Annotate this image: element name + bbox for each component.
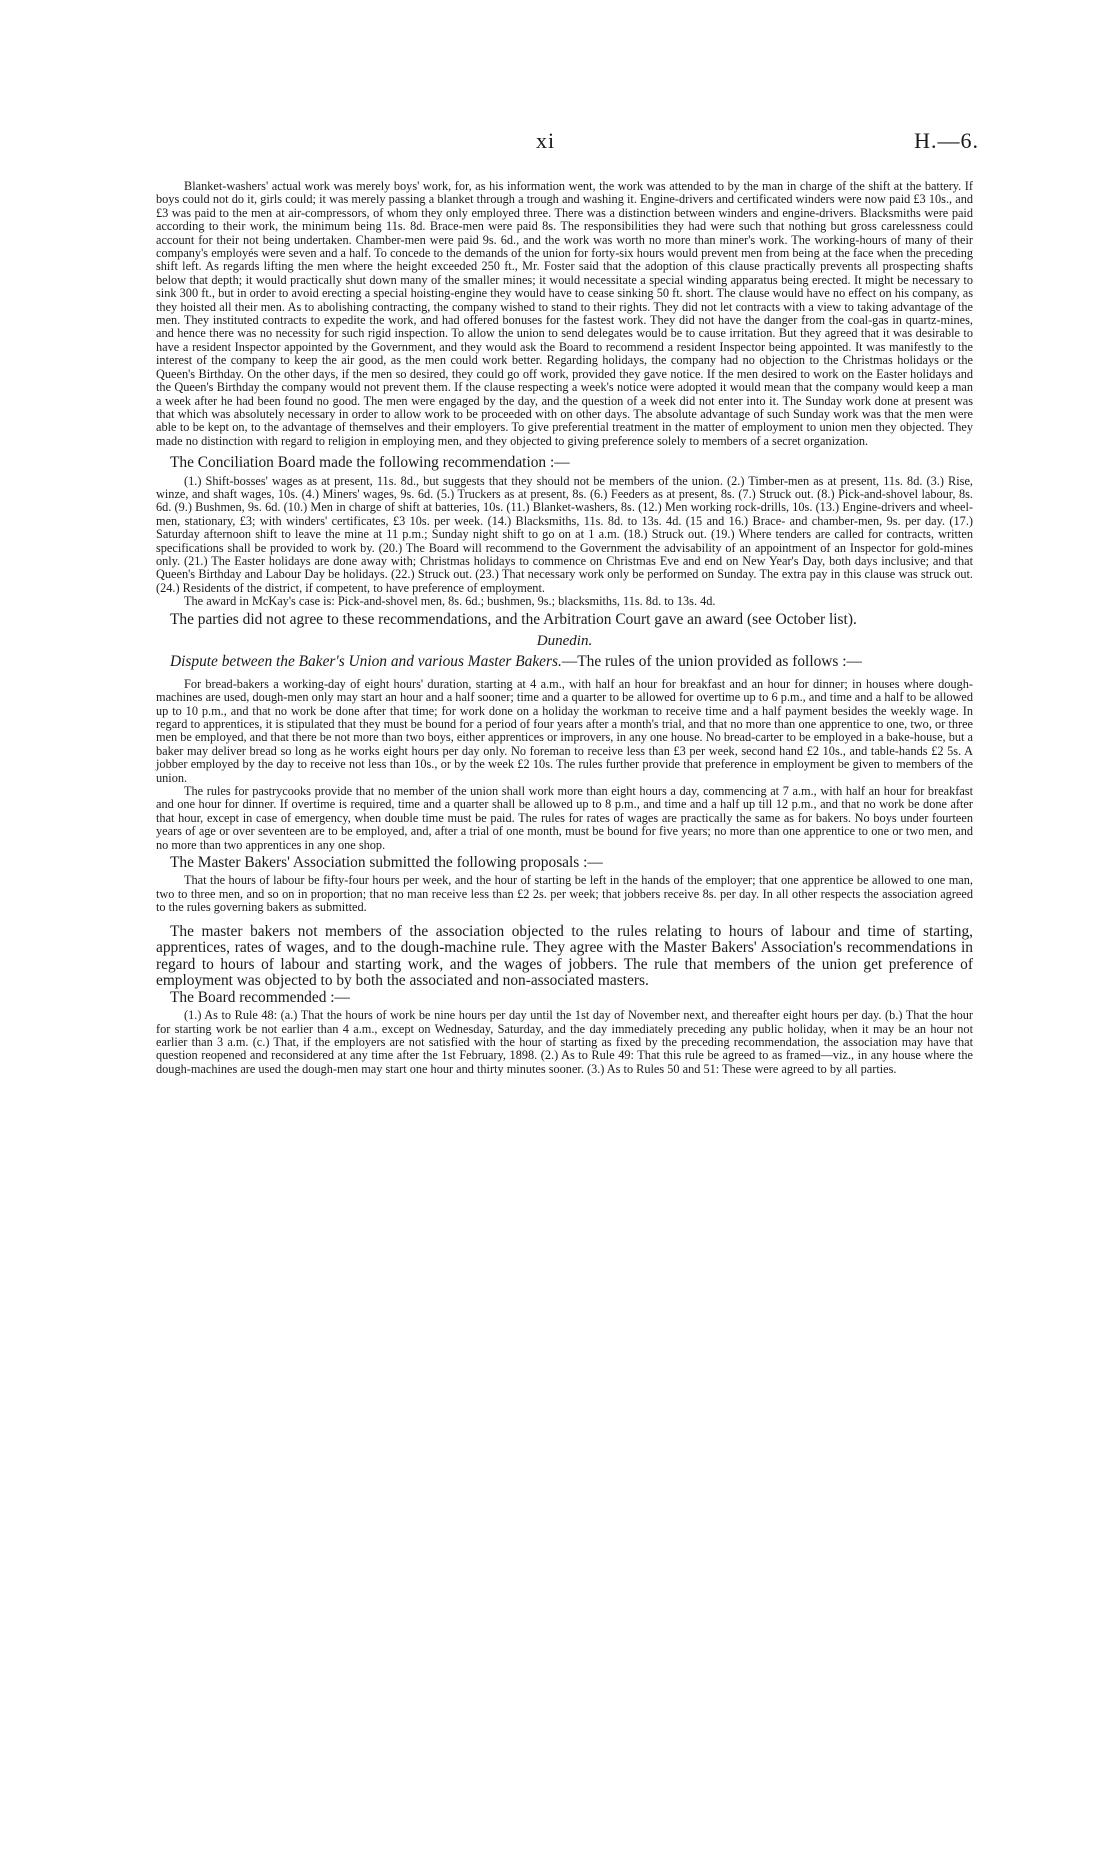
page-body (156, 180, 973, 1076)
dispute-title: Dispute between the Baker's Union and various Master Bakers. (170, 653, 562, 671)
paragraph-board-recommended: The Board recommended :— (170, 988, 350, 1006)
paragraph-parties-disagree: The parties did not agree to these recommendations, and the Arbitration Court gave an award (see October list). (170, 610, 857, 628)
section-heading-dunedin: Dunedin. (536, 633, 593, 650)
paragraph-association-proposals: That the hours of labour be fifty-four hours per week, and the hour of starting be left in the hands of the employer; that one apprentice be allowed to one man, two to three men, and so on in proportion; that no man receive less than £2 2s. per week; that jobbers receive 8s. per day. In all other respects the association agreed to the rules governing bakers as submitted. (156, 873, 973, 915)
paragraph-pastrycooks-rules: The rules for pastrycooks provide that no member of the union shall work more than eight hours a day, commencing at 7 a.m., with half an hour for breakfast and one hour for dinner. If overtime is required, time and a quarter shall be allowed up to 8 p.m., and time and a half up till 12 p.m., and that no work be done after that hour, except in case of emergency, when double time must be paid. The rules for rates of wages are practically the same as for bakers. No boys under fourteen years of age or over seventeen are to be employed, and, after a trial of one month, must be bound for five years; no more than one apprentice to one or two men, and no more than two apprentices in any one shop. (156, 783, 973, 852)
paragraph-association-proposals-intro: The Master Bakers' Association submitted the following proposals :— (170, 853, 603, 871)
page-header (0, 128, 1114, 158)
paragraph-blanket-washers: Blanket-washers' actual work was merely boys' work, for, as his information went, the work was attended to by the man in charge of the shift at the battery. If boys could not do it, girls could; it was merely passing a blanket through a trough and washing it. Engine-drivers and certificated winders were now paid £3 10s., and £3 was paid to the men at air-compressors, of whom they only employed three. There was a distinction between winders and engine-drivers. Blacksmiths were paid according to their work, the minimum being 11s. 8d. Brace-men were paid 8s. The responsibilities they had were such that nothing but gross carelessness could account for their not being undertaken. Chamber-men were paid 9s. 6d., and the work was worth no more than miner's work. The working-hours of many of their company's employés were seven and a half. To concede to the demands of the union for forty-six hours would prevent men from being at the face when the preceding shift left. As regards lifting the men where the height exceeded 250 ft., Mr. Foster said that the adoption of this clause practically prevents all prospecting shafts below that depth; it would practically shut down many of the smaller mines; it would necessitate a special winding apparatus being erected. It might be necessary to sink 300 ft., but in order to avoid erecting a special hoisting-engine they would have to cease sinking 50 ft. short. The clause would have no effect on his company, as they hoisted all their men. As to abolishing contracting, the company wished to stand to their rights. They did not let contracts with a view to taking advantage of the men. They instituted contracts to expedite the work, and had offered bonuses for the fastest work. They did not have the danger from the coal-gas in quartz-mines, and hence there was no necessity for such rigid inspection. To allow the union to send delegates would be to cause irritation. But they agreed that it was desirable to have a resident Inspector appointed by the Government, and they would ask the Board to recommend a resident Inspector being appointed. It was manifestly to the interest of the company to keep the air good, as the men could work better. Regarding holidays, the company had no objection to the Christmas holidays or the Queen's Birthday. On the other days, if the men so desired, they could go off work, provided they gave notice. If the men desired to work on the Easter holidays and the Queen's Birthday the company would not prevent them. If the clause respecting a week's notice were adopted it would mean that the company would keep a man a week after he had been found no good. The men were engaged by the day, and the question of a week did not enter into it. The Sunday work done at present was that which was absolutely necessary in order to allow work to be proceeded with on other days. The absolute advantage of such Sunday work was that the men were able to be kept on, to the advantage of themselves and their employers. To give preferential treatment in the matter of employment to union men they objected. They made no distinction with regard to religion in employing men, and they objected to giving preference solely to members of a secret organization. (156, 179, 973, 448)
paragraph-mckay-award: The award in McKay's case is: Pick-and-shovel men, 8s. 6d.; bushmen, 9s.; blacksmiths, 11s. 8d. to 13s. 4d. (184, 594, 716, 609)
paragraph-recommendation-list: (1.) Shift-bosses' wages as at present, 11s. 8d., but suggests that they should not be members of the union. (2.) Timber-men as at present, 11s. 8d. (3.) Rise, winze, and shaft wages, 10s. (4.) Miners' wages, 9s. 6d. (5.) Truckers as at present, 8s. (6.) Feeders as at present, 8s. (7.) Struck out. (8.) Pick-and-shovel labour, 8s. 6d. (9.) Bushmen, 9s. 6d. (10.) Men in charge of shift at batteries, 10s. (11.) Blanket-washers, 8s. (12.) Men working rock-drills, 10s. (13.) Engine-drivers and wheel-men, stationary, £3; with winders' certificates, £3 10s. per week. (14.) Blacksmiths, 11s. 8d. to 13s. 4d. (15 and 16.) Brace- and chamber-men, 9s. per day. (17.) Saturday afternoon shift to leave the mine at 11 p.m.; Sunday night shift to go on at 1 a.m. (18.) Struck out. (19.) Where tenders are called for contracts, written specifications shall be provided to work by. (20.) The Board will recommend to the Government the advisability of an appointment of an Inspector for gold-mines only. (21.) The Easter holidays are done away with; Christmas holidays to commence on Christmas Eve and end on New Year's Day, both days inclusive; and that Queen's Birthday and Labour Day be holidays. (22.) Struck out. (23.) That necessary work only be performed on Sunday. The extra pay in this clause was struck out. (24.) Residents of the district, if competent, to have preference of employment. (156, 473, 973, 595)
page-number: xi (536, 128, 556, 153)
paragraph-rule-recommendations: (1.) As to Rule 48: (a.) That the hours of work be nine hours per day until the 1st day of November next, and thereafter eight hours per day. (b.) That the hour for starting work be not earlier than 4 a.m., except on Wednesday, Saturday, and the day immediately preceding any public holiday, when it may be an hour not earlier than 3 a.m. (c.) That, if the employers are not satisfied with the hour of starting as fixed by the preceding recommendation, the association may have that question reopened and reconsidered at any time after the 1st February, 1898. (2.) As to Rule 49: That this rule be agreed to as framed—viz., in any house where the dough-machines are used the dough-men may start one hour and thirty minutes sooner. (3.) As to Rules 50 and 51: These were agreed to by all parties. (156, 1008, 973, 1076)
dispute-intro: —The rules of the union provided as follows :— (561, 653, 862, 671)
paragraph-bakers-dispute (156, 654, 973, 671)
paragraph-non-members-objection: The master bakers not members of the association objected to the rules relating to hours of labour and time of starting, apprentices, rates of wages, and to the dough-machine rule. They agree with the Master Bakers' Association's recommendations in regard to hours of labour and starting work, and the wages of jobbers. The rule that members of the union get preference of employment was objected to by both the associated and non-associated masters. (156, 922, 973, 990)
document-reference: H.—6. (914, 128, 979, 153)
paragraph-board-recommendation-intro: The Conciliation Board made the following recommendation :— (170, 454, 570, 472)
paragraph-bread-bakers-rules: For bread-bakers a working-day of eight hours' duration, starting at 4 a.m., with half an hour for breakfast and an hour for dinner; in houses where dough-machines are used, dough-men only may start an hour and a half sooner; time and a quarter to be allowed for overtime up to 6 p.m., and time and a half to be allowed up to 10 p.m., and that no work be done after that time; for work done on a holiday the workman to receive time and a half payment besides the weekly wage. In regard to apprentices, it is stipulated that they must be bound for a period of four years after a month's trial, and that no more than one apprentice to one, two, or three men be employed, and that there be not more than two boys, either apprentices or improvers, in any one house. No bread-carter to be employed in a bake-house, but a baker may deliver bread so long as he works eight hours per day only. No foreman to receive less than £3 per week, second hand £2 10s., and table-hands £2 5s. A jobber employed by the day to receive not less than 10s., or by the week £2 10s. The rules further provide that preference in employment be given to members of the union. (156, 676, 973, 785)
